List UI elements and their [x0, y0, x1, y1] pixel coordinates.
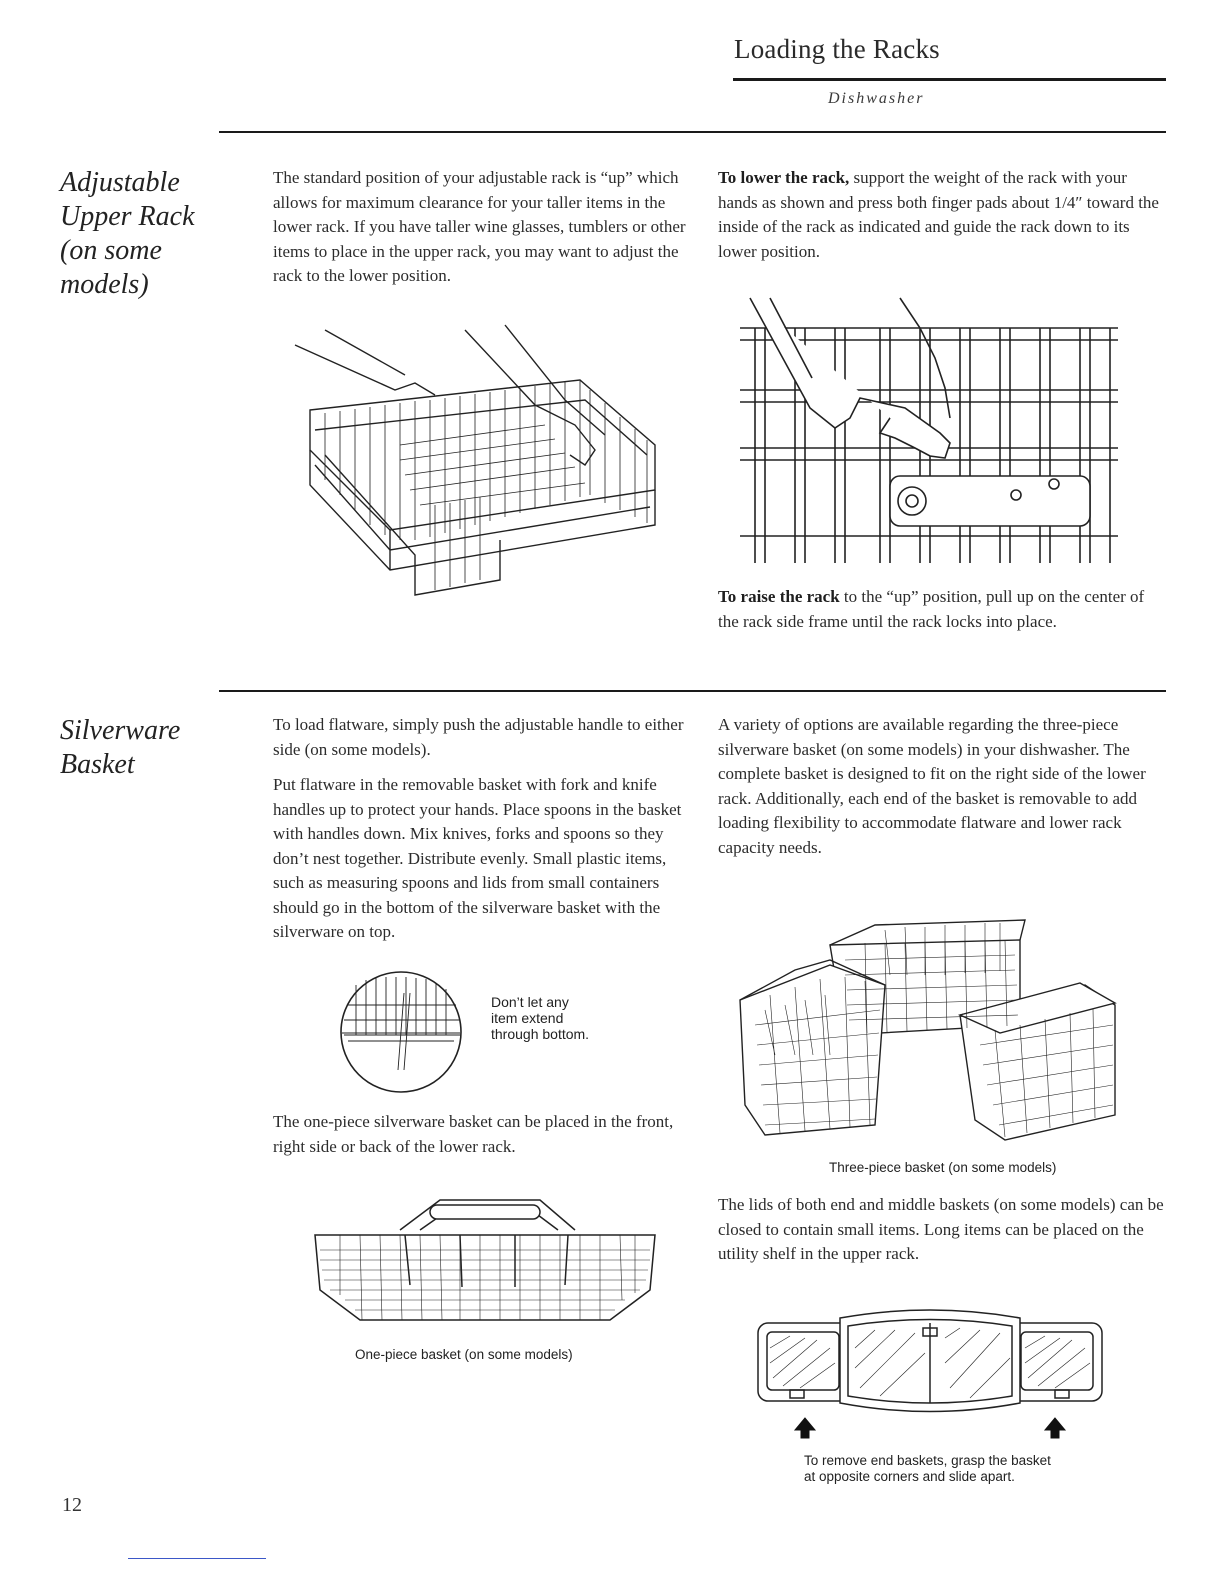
- remove-end-baskets-caption: [804, 1453, 1051, 1485]
- lower-rack-instructions: [718, 166, 1164, 264]
- header-rule: [733, 78, 1166, 81]
- page-subtitle: Dishwasher: [828, 90, 925, 107]
- section-title-line: Basket: [60, 749, 135, 780]
- section-rule-silverware-basket: [219, 690, 1166, 692]
- callout-line: Don’t let any: [491, 994, 569, 1010]
- raise-rack-lead: To raise the rack: [718, 587, 840, 606]
- section-title-line: (on some: [60, 235, 162, 266]
- basket-lids-paragraph: The lids of both end and middle baskets (on some models) can be closed to contain small items. Long items can be placed on the utility shelf in the upper rack.: [718, 1195, 1164, 1263]
- section-title-line: Adjustable: [60, 167, 180, 198]
- raise-rack-text: to the “up” position, pull up on the center of the rack side frame until the rack locks into place.: [718, 587, 1145, 631]
- three-piece-basket-paragraph: A variety of options are available regarding the three-piece silverware basket (on some models) in your dishwasher. The complete basket is designed to fit on the right side of the lower rack. Additionally, each end of the basket is removable to add loading flexibility to accommodate flatware and lower rack capacity needs.: [718, 715, 1146, 857]
- lower-rack-lead: To lower the rack,: [718, 168, 850, 187]
- caption-line: at opposite corners and slide apart.: [804, 1469, 1015, 1484]
- callout-line: through bottom.: [491, 1026, 590, 1042]
- callout-line: item extend: [491, 1010, 564, 1026]
- one-piece-basket-caption: One-piece basket (on some models): [355, 1347, 573, 1362]
- section-title-line: Silverware: [60, 715, 181, 746]
- raise-rack-instructions: [718, 585, 1164, 634]
- caption-line: To remove end baskets, grasp the basket: [804, 1453, 1051, 1468]
- bottom-callout-text: [491, 994, 589, 1042]
- upper-rack-illustration: [285, 325, 665, 605]
- adjustable-rack-intro-paragraph: The standard position of your adjustable rack is “up” which allows for maximum clearance for your taller items in the lower rack. If you have taller wine glasses, tumblers or other items to place in the upper rack, you may want to adjust the rack to the lower position.: [273, 168, 686, 285]
- section-title-adjustable-rack: [60, 166, 195, 302]
- bottom-callout-illustration: [338, 975, 468, 1090]
- basket-top-view-illustration: [755, 1308, 1105, 1438]
- three-piece-basket-illustration: [735, 915, 1125, 1150]
- lower-rack-text: support the weight of the rack with your hands as shown and press both finger pads about 1/4″ toward the inside of the rack as indicated and guide the rack down to its lower position.: [718, 168, 1159, 261]
- page-title: Loading the Racks: [734, 34, 940, 64]
- silverware-load-paragraph: To load flatware, simply push the adjustable handle to either side (on some models).: [273, 715, 684, 759]
- one-piece-basket-paragraph: The one-piece silverware basket can be placed in the front, right side or back of the lower rack.: [273, 1112, 674, 1156]
- section-title-line: Upper Rack: [60, 201, 195, 232]
- section-title-line: models): [60, 269, 149, 300]
- section-title-silverware-basket: [60, 714, 180, 782]
- silverware-placement-paragraph: Put flatware in the removable basket with fork and knife handles up to protect your hands. Place spoons in the basket with handles down. Mix knives, forks and spoons so they don’t nest together. Distribute evenly. Small plastic items, such as measuring spoons and lids from small containers should go in the bottom of the silverware basket with the silverware on top.: [273, 775, 682, 941]
- one-piece-basket-illustration: [310, 1195, 660, 1330]
- three-piece-basket-caption: Three-piece basket (on some models): [829, 1160, 1057, 1175]
- footer-link-underline: [128, 1558, 266, 1559]
- page-number: 12: [62, 1494, 82, 1516]
- rack-closeup-illustration: [740, 298, 1118, 568]
- section-rule-adjustable-rack: [219, 131, 1166, 133]
